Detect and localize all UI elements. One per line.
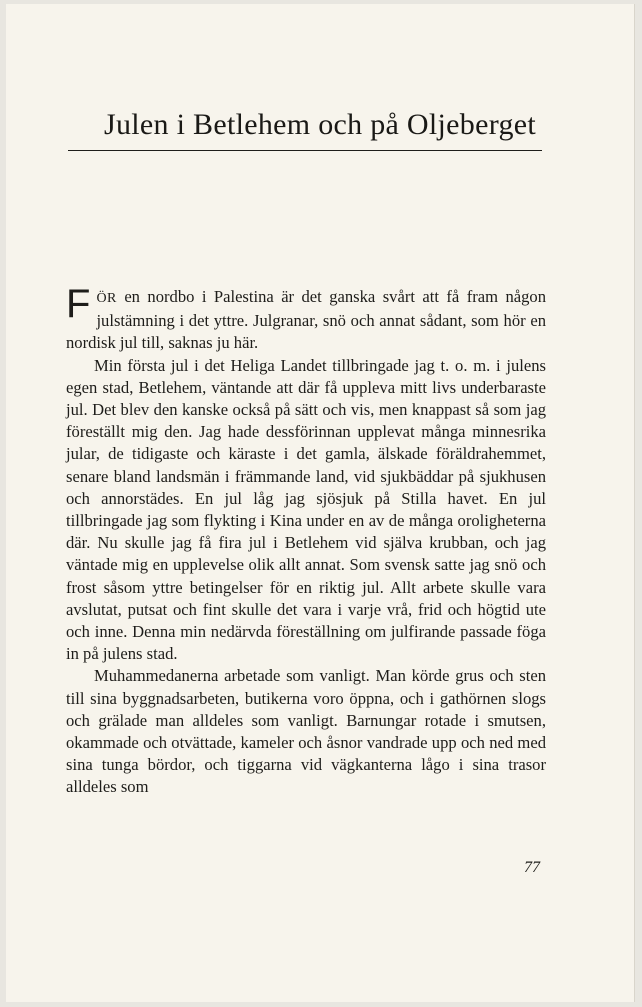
first-word-smallcaps: ÖR (96, 291, 117, 306)
paragraph-1 (66, 282, 546, 355)
paragraph-1-text: en nordbo i Palestina är det ganska svårt att få fram någon julstämning i det yttre. Julgranar, snö och annat sådant, som hör en nordisk jul till, saknas ju här. (66, 287, 546, 353)
book-page (6, 4, 634, 1002)
paragraph-3: Muhammedanerna arbetade som vanligt. Man körde grus och sten till sina byggnadsarbeten, butikerna voro öppna, och i gathörnen slogs och grälade man alldeles som vanligt. Barnungar rotade i smutsen, okammade och otvättade, kameler och åsnor vandrade upp och ned med sina tunga bördor, och tiggarna vid vägkanterna lågo i sina trasor alldeles som (66, 666, 546, 797)
title-underline (68, 150, 542, 151)
paragraph-2: Min första jul i det Heliga Landet tillbringade jag t. o. m. i julens egen stad, Betlehem, väntande att där få uppleva mitt livs underbaraste jul. Det blev den kanske också på sätt och vis, men knappast så som jag föreställt mig den. Jag hade dessförinnan upplevat många minnesrika jular, de tidigaste och käraste i det gamla, älskade föräldrahemmet, senare bland landsmän i främmande land, vid sjukbäddar på sjukhusen och annorstädes. En jul låg jag sjösjuk på Stilla havet. En jul tillbringade jag som flykting i Kina under en av de många oroligheterna där. Nu skulle jag få fira jul i Betlehem vid själva krubban, och jag väntade mig en upplevelse olik allt annat. Som svensk satte jag snö och frost såsom yttre betingelser för en riktig jul. Allt arbete skulle vara avslutat, putsat och fint skulle det vara i varje vrå, frid och högtid ute och inne. Denna min nedärvda föreställning om julfirande passade föga in på julens stad. (66, 355, 546, 664)
drop-cap: F (66, 282, 91, 326)
body-text (66, 282, 546, 799)
chapter-title: Julen i Betlehem och på Oljeberget (103, 108, 537, 141)
page-number: 77 (524, 859, 540, 876)
